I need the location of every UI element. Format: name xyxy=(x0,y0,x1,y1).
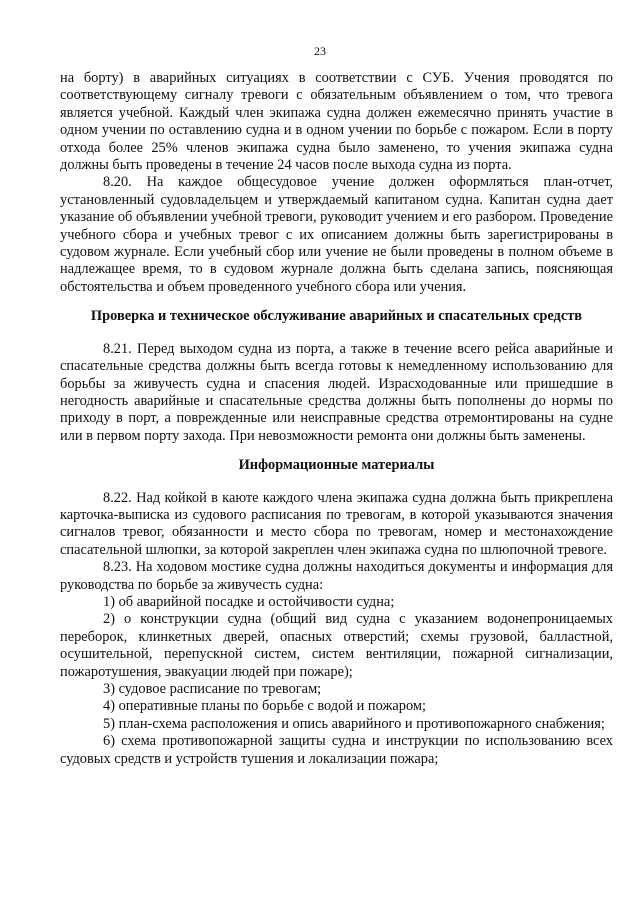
list-item: 3) судовое расписание по тревогам; xyxy=(103,681,322,697)
paragraph-8-23: 8.23. На ходовом мостике судна должны находиться документы и информация для руководства по борьбе за живучесть судна: xyxy=(60,559,613,593)
list-item: 5) план-схема расположения и опись аварийного и противопожарного снабжения; xyxy=(103,715,605,732)
section-heading-information: Информационные материалы xyxy=(238,457,435,474)
section-heading-inspection: Проверка и техническое обслуживание аварийных и спасательных средств xyxy=(90,308,583,325)
paragraph-8-20: 8.20. На каждое общесудовое учение должен оформляться план-отчет, установленный судовладельцем и утверждаемый капитаном судна. Капитан судна дает указание об объявлении учебной тревоги, руководит учением и его разбором. Проведение учебного сбора и учебных тревог с их описанием должны быть зарегистрированы в судовом журнале. Если учебный сбор или учение не были проведены в полном объеме в надлежащее время, то в судовом журнале должна быть сделана запись, поясняющая обстоятельства и объем проведенного учебного сбора или учения. xyxy=(60,174,613,295)
list-item: 4) оперативные планы по борьбе с водой и пожаром; xyxy=(103,698,427,715)
paragraph-8-21: 8.21. Перед выходом судна из порта, а также в течение всего рейса аварийные и спасательные средства должны быть всегда готовы к немедленному использованию для борьбы за живучесть судна и спасения людей. Израсходованные или пришедшие в негодность аварийные и спасательные средства должны быть пополнены до нормы по приходу в порт, а поврежденные или неисправные средства отремонтированы на судне или в первом порту захода. При невозможности ремонта они должны быть заменены. xyxy=(60,340,613,444)
paragraph-8-22: 8.22. Над койкой в каюте каждого члена экипажа судна должна быть прикреплена карточка-выписка из судового расписания по тревогам, в которой указываются значения сигналов тревог, обязанности и место сбора по тревогам, номер и местонахождение спасательной шлюпки, за которой закреплен член экипажа судна по шлюпочной тревоге. xyxy=(60,489,613,558)
list-item: 2) о конструкции судна (общий вид судна с указанием водонепроницаемых переборок, клинкетных дверей, опасных отверстий; схемы грузовой, балластной, осушительной, перепускной систем, систем вентиляции, пожарной сигнализации, пожаротушения, эвакуации людей при пожаре); xyxy=(60,611,613,680)
list-item: 6) схема противопожарной защиты судна и инструкции по использованию всех судовых средств и устройств тушения и локализации пожара; xyxy=(60,733,613,767)
document-body xyxy=(60,70,613,768)
page-number: 23 xyxy=(314,44,326,58)
list-item: 1) об аварийной посадке и остойчивости судна; xyxy=(103,593,395,610)
paragraph-continued: на борту) в аварийных ситуациях в соответствии с СУБ. Учения проводятся по соответствующему сигналу тревоги с обязательным объявлением о том, что тревога является учебной. Каждый член экипажа судна должен ежемесячно принять участие в одном учении по оставлению судна и в одном учении по борьбе с пожаром. Если в порту отхода более 25% членов экипажа судна было заменено, то учения экипажа судна должны быть проведены в течение 24 часов после выхода судна из порта. xyxy=(60,70,613,174)
